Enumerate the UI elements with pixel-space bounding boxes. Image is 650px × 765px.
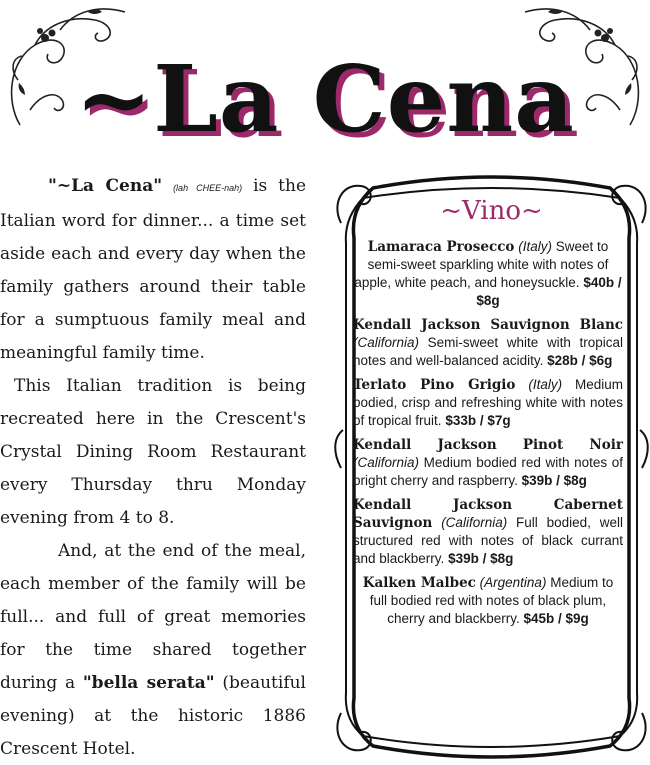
intro-paragraph-2: This Italian tradition is being recreated here in the Crescent's Crystal Dining Room Restaurant every Thursday thru Monday evening from 4 to 8. xyxy=(0,376,306,528)
wine-name: Kalken Malbec xyxy=(362,575,476,591)
intro-paragraph-1-text: is the Italian word for dinner... a time set aside each and every day when the family gathers around their table for a sumptuous family meal and meaningful family time. xyxy=(0,176,307,363)
wine-region: (California) xyxy=(353,335,420,350)
wine-price: $28b / $6g xyxy=(547,353,613,368)
wine-name: Lamaraca Prosecco xyxy=(367,239,515,255)
wine-description: Full bodied, well structured red with notes of black currant and blackberry. xyxy=(353,515,623,566)
wine-description: Medium bodied, crisp and refreshing white with notes of tropical fruit. xyxy=(353,377,623,428)
intro-paragraph-1 xyxy=(0,170,306,370)
intro-paragraph-3-text: And, at the end of the meal, each member of the family will be full... and full of great memories for the time shared together during a xyxy=(0,541,306,693)
wine-price: $39b / $8g xyxy=(448,551,514,566)
pronunciation: (lah CHEE-nah) xyxy=(173,183,243,193)
wine-name: Terlato Pino Grigio xyxy=(353,377,516,393)
wine-region: (Italy) xyxy=(518,239,552,254)
wine-region: (Italy) xyxy=(528,377,563,392)
bella-serata: "bella serata" xyxy=(82,673,215,693)
wine-list-title: ~Vino~ xyxy=(440,196,543,226)
wine-price: $39b / $8g xyxy=(521,473,587,488)
wine-name: Kendall Jackson Sauvignon Blanc xyxy=(353,317,623,333)
intro-paragraph-3 xyxy=(0,535,306,765)
wine-name: Kendall Jackson Pinot Noir xyxy=(353,437,623,453)
wine-item-prosecco xyxy=(353,238,623,310)
wine-price: $33b / $7g xyxy=(445,413,511,428)
page-title: ~La Cena xyxy=(75,45,575,153)
wine-price: $45b / $9g xyxy=(523,611,589,626)
wine-item-pino-grigio xyxy=(353,376,623,430)
intro-text xyxy=(0,170,306,765)
wine-item-cabernet xyxy=(353,496,623,568)
wine-item-sauvignon-blanc xyxy=(353,316,623,370)
wine-description: Sweet to semi-sweet sparkling white with notes of apple, white peach, and honeysuckle. xyxy=(354,239,609,290)
wine-description: Semi-sweet white with tropical notes and well-balanced acidity. xyxy=(353,335,623,368)
wine-region: (Argentina) xyxy=(479,575,547,590)
wine-item-pinot-noir xyxy=(353,436,623,490)
wine-description: Medium to full bodied red with notes of black plum, cherry and blackberry. xyxy=(369,575,614,626)
intro-paragraph-3-end: (beautiful evening) at the historic 1886 Crescent Hotel. xyxy=(0,673,306,759)
wine-description: Medium bodied red with notes of bright cherry and raspberry. xyxy=(353,455,623,488)
wine-name: Kendall Jackson Cabernet Sauvignon xyxy=(353,497,623,531)
wine-region: (California) xyxy=(441,515,508,530)
intro-title-quote: "~La Cena" xyxy=(48,176,163,196)
wine-price: $40b / $8g xyxy=(476,275,622,308)
wine-item-malbec xyxy=(353,574,623,628)
wine-list xyxy=(353,238,623,634)
wine-region: (California) xyxy=(353,455,420,470)
